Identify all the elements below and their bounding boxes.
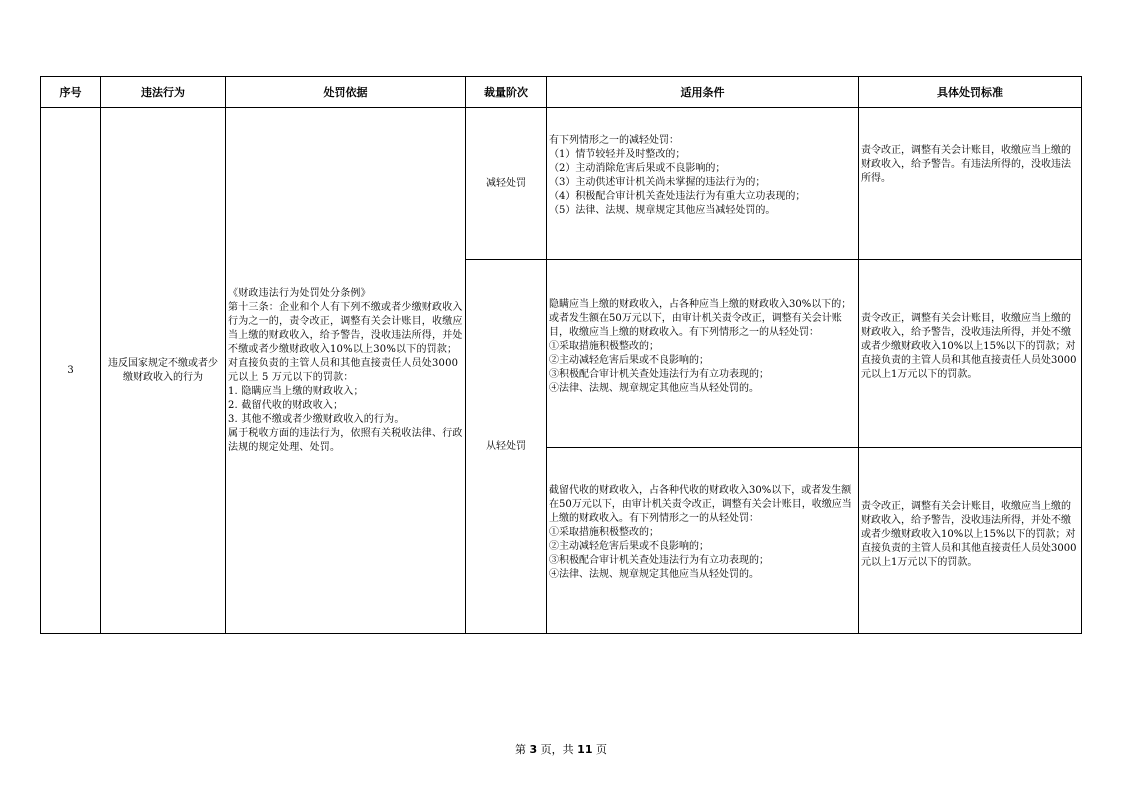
footer-suffix: 页 bbox=[592, 743, 607, 756]
header-seq: 序号 bbox=[41, 77, 101, 108]
table-row bbox=[41, 108, 1082, 260]
footer-middle: 页，共 bbox=[537, 743, 578, 756]
standard-cell-lenient-1: 责令改正，调整有关会计账目，收缴应当上缴的财政收入，给予警告，没收违法所得，并处不缴或者少缴财政收入10%以上15%以下的罚款；对直接负责的主管人员和其他直接责任人员处3000元以上1万元以下的罚款。 bbox=[859, 260, 1082, 448]
condition-cell-mitigated: 有下列情形之一的减轻处罚： （1）情节较轻并及时整改的； （2）主动消除危害后果或不良影响的； （3）主动供述审计机关尚未掌握的违法行为的； （4）积极配合审计机关查处违法行为有重大立功表现的； （5）法律、法规、规章规定其他应当减轻处罚的。 bbox=[547, 108, 859, 260]
header-condition: 适用条件 bbox=[547, 77, 859, 108]
header-standard: 具体处罚标准 bbox=[859, 77, 1082, 108]
header-violation: 违法行为 bbox=[101, 77, 226, 108]
page-footer bbox=[0, 741, 1122, 757]
header-basis: 处罚依据 bbox=[226, 77, 466, 108]
violation-cell: 违反国家规定不缴或者少缴财政收入的行为 bbox=[101, 108, 226, 634]
footer-prefix: 第 bbox=[515, 743, 530, 756]
seq-cell: 3 bbox=[41, 108, 101, 634]
table-header-row bbox=[41, 77, 1082, 108]
basis-cell: 《财政违法行为处罚处分条例》 第十三条：企业和个人有下列不缴或者少缴财政收入行为之一的，责令改正，调整有关会计账目，收缴应当上缴的财政收入，给予警告，没收违法所得，并处不缴或者少缴财政收入10%以上30%以下的罚款；对直接负责的主管人员和其他直接责任人员处3000元以上 5 万元以下的罚款： 1. 隐瞒应当上缴的财政收入； 2. 截留代收的财政收入； 3. 其他不缴或者少缴财政收入的行为。 属于税收方面的违法行为，依照有关税收法律、行政法规的规定处理、处罚。 bbox=[226, 108, 466, 634]
footer-total-pages: 11 bbox=[577, 743, 593, 756]
level-cell-lenient: 从轻处罚 bbox=[466, 260, 547, 634]
penalty-table bbox=[40, 76, 1082, 634]
standard-cell-lenient-2: 责令改正，调整有关会计账目，收缴应当上缴的财政收入，给予警告，没收违法所得，并处不缴或者少缴财政收入10%以上15%以下的罚款；对直接负责的主管人员和其他直接责任人员处3000元以上1万元以下的罚款。 bbox=[859, 448, 1082, 634]
level-cell-mitigated: 减轻处罚 bbox=[466, 108, 547, 260]
condition-cell-lenient-2: 截留代收的财政收入，占各种代收的财政收入30%以下，或者发生额在50万元以下，由审计机关责令改正，调整有关会计账目，收缴应当上缴的财政收入。有下列情形之一的从轻处罚： ①采取措施积极整改的； ②主动减轻危害后果或不良影响的； ③积极配合审计机关查处违法行为有立功表现的； ④法律、法规、规章规定其他应当从轻处罚的。 bbox=[547, 448, 859, 634]
standard-cell-mitigated: 责令改正，调整有关会计账目，收缴应当上缴的财政收入，给予警告。有违法所得的，没收违法所得。 bbox=[859, 108, 1082, 260]
footer-page-number: 3 bbox=[529, 743, 538, 756]
header-level: 裁量阶次 bbox=[466, 77, 547, 108]
condition-cell-lenient-1: 隐瞒应当上缴的财政收入，占各种应当上缴的财政收入30%以下的；或者发生额在50万元以下，由审计机关责令改正，调整有关会计账目，收缴应当上缴的财政收入。有下列情形之一的从轻处罚： ①采取措施积极整改的； ②主动减轻危害后果或不良影响的； ③积极配合审计机关查处违法行为有立功表现的； ④法律、法规、规章规定其他应当从轻处罚的。 bbox=[547, 260, 859, 448]
